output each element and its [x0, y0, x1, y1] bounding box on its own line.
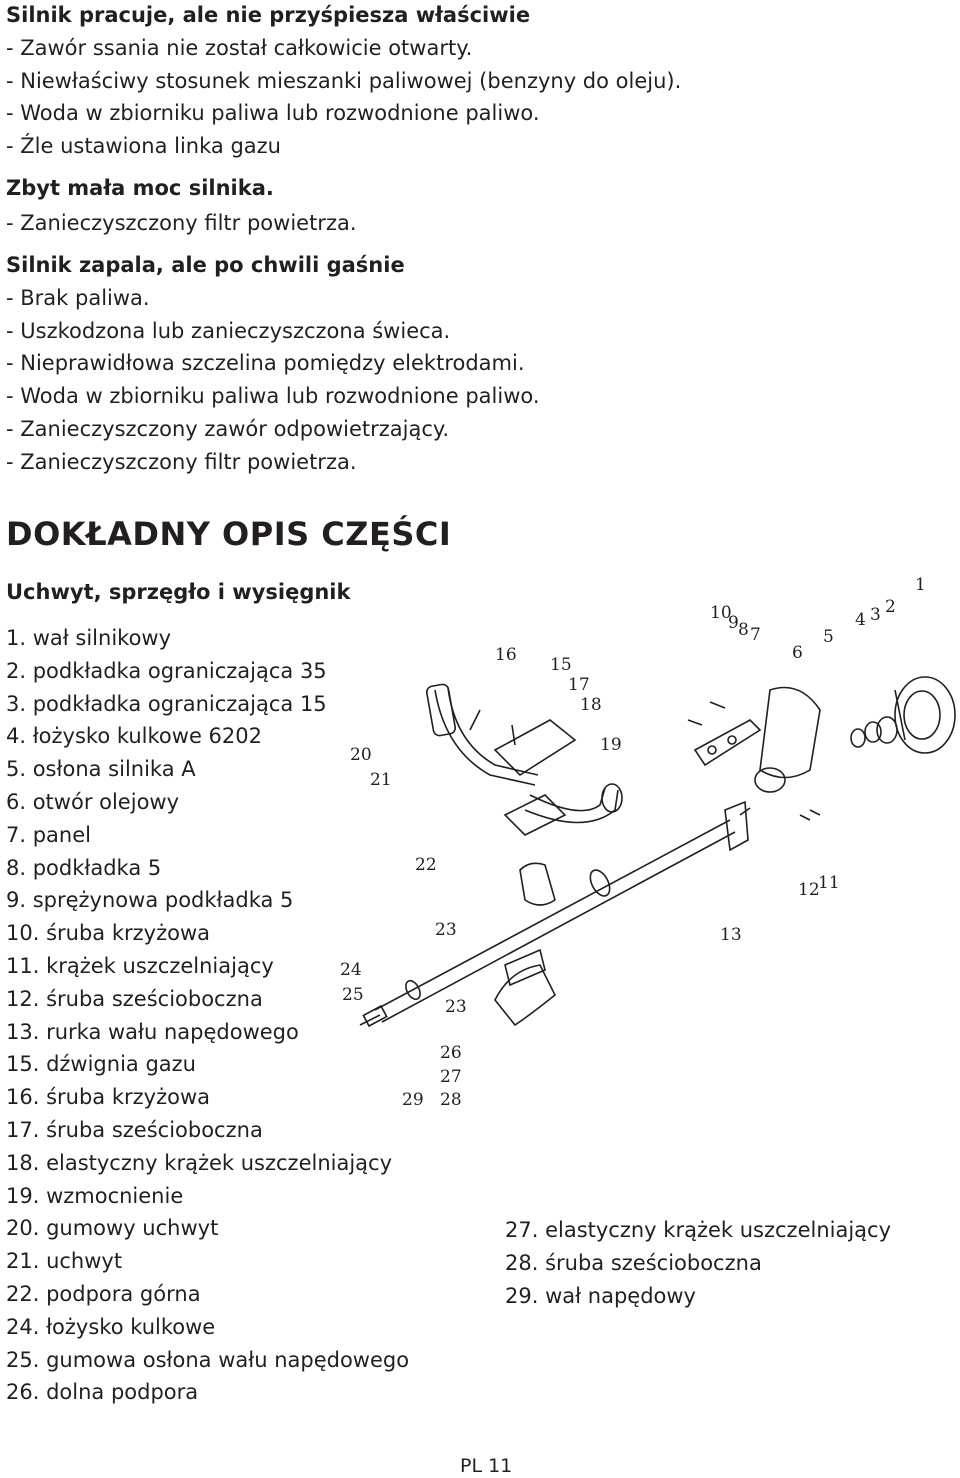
parts-list-item: 28. śruba sześcioboczna: [505, 1250, 762, 1275]
parts-list-item: 9. sprężynowa podkładka 5: [6, 888, 294, 913]
callout-label: 12: [798, 880, 820, 900]
trouble-item: - Woda w zbiorniku paliwa lub rozwodnione paliwo.: [6, 101, 540, 125]
subsection-title: Uchwyt, sprzęgło i wysięgnik: [6, 580, 351, 604]
trouble-heading: Silnik pracuje, ale nie przyśpiesza właściwie: [6, 3, 531, 27]
callout-label: 6: [792, 643, 803, 663]
parts-list-item: 13. rurka wału napędowego: [6, 1019, 299, 1044]
parts-list-item: 24. łożysko kulkowe: [6, 1314, 216, 1339]
callout-label: 26: [440, 1043, 462, 1063]
parts-list-item: 7. panel: [6, 822, 91, 847]
parts-list-item: 16. śruba krzyżowa: [6, 1085, 210, 1110]
parts-list-item: 11. krążek uszczelniający: [6, 954, 274, 978]
callout-label: 13: [720, 925, 742, 945]
callout-label: 5: [823, 627, 834, 647]
callout-label: 24: [340, 960, 362, 980]
callout-label: 4: [855, 610, 866, 630]
parts-list-item: 5. osłona silnika A: [6, 757, 196, 782]
callout-label: 1: [915, 575, 926, 595]
trouble-item: - Zawór ssania nie został całkowicie otwarty.: [6, 36, 473, 60]
exploded-parts-diagram: [330, 570, 960, 1130]
callout-label: 3: [870, 605, 881, 625]
parts-list-item: 27. elastyczny krążek uszczelniający: [505, 1218, 892, 1242]
trouble-item: - Zanieczyszczony filtr powietrza.: [6, 450, 357, 474]
trouble-heading: Silnik zapala, ale po chwili gaśnie: [6, 253, 405, 277]
parts-list-item: 21. uchwyt: [6, 1249, 123, 1274]
parts-list-item: 17. śruba sześcioboczna: [6, 1118, 263, 1142]
page-number: PL 11: [460, 1455, 513, 1477]
callout-label: 21: [370, 770, 392, 790]
trouble-heading: Zbyt mała moc silnika.: [6, 176, 274, 200]
parts-list-item: 29. wał napędowy: [505, 1283, 696, 1308]
trouble-item: - Zanieczyszczony filtr powietrza.: [6, 211, 357, 235]
parts-list-item: 26. dolna podpora: [6, 1380, 199, 1405]
callout-label: 10: [710, 603, 732, 623]
parts-list-item: 10. śruba krzyżowa: [6, 921, 210, 946]
callout-label: 27: [440, 1067, 462, 1087]
callout-label: 19: [600, 735, 622, 755]
section-title: DOKŁADNY OPIS CZĘŚCI: [6, 515, 452, 553]
callout-label: 29: [402, 1090, 424, 1110]
trouble-item: - Woda w zbiorniku paliwa lub rozwodnione paliwo.: [6, 384, 540, 408]
parts-list-item: 8. podkładka 5: [6, 855, 162, 880]
parts-list-item: 25. gumowa osłona wału napędowego: [6, 1347, 410, 1372]
callout-label: 18: [580, 695, 602, 715]
parts-list-item: 20. gumowy uchwyt: [6, 1216, 219, 1241]
parts-list-item: 2. podkładka ograniczająca 35: [6, 658, 327, 683]
parts-list-item: 19. wzmocnienie: [6, 1183, 184, 1208]
callout-label: 20: [350, 745, 372, 765]
parts-list-item: 3. podkładka ograniczająca 15: [6, 691, 327, 716]
trouble-item: - Źle ustawiona linka gazu: [6, 134, 281, 158]
trouble-item: - Brak paliwa.: [6, 286, 150, 310]
parts-list-item: 15. dźwignia gazu: [6, 1052, 196, 1077]
parts-list-item: 6. otwór olejowy: [6, 790, 180, 814]
clutch-assembly-drawing: [470, 677, 955, 820]
callout-label: 23: [445, 997, 467, 1017]
callout-label: 25: [342, 985, 364, 1005]
parts-list-item: 4. łożysko kulkowe 6202: [6, 724, 262, 749]
callout-label: 9: [728, 613, 739, 633]
callout-label: 11: [818, 873, 840, 893]
trouble-item: - Uszkodzona lub zanieczyszczona świeca.: [6, 319, 451, 343]
diagram-callouts: [340, 575, 926, 1110]
callout-label: 8: [738, 620, 749, 640]
callout-label: 17: [568, 675, 590, 695]
callout-label: 2: [885, 597, 896, 617]
trouble-item: - Nieprawidłowa szczelina pomiędzy elektrodami.: [6, 351, 525, 375]
callout-label: 15: [550, 655, 572, 675]
parts-list-item: 1. wał silnikowy: [6, 626, 172, 650]
shaft-tube-drawing: [360, 802, 750, 1026]
handle-drawing: [426, 683, 622, 1025]
parts-list-item: 12. śruba sześcioboczna: [6, 986, 263, 1011]
callout-label: 23: [435, 920, 457, 940]
callout-label: 16: [495, 645, 517, 665]
callout-label: 22: [415, 855, 437, 875]
trouble-item: - Zanieczyszczony zawór odpowietrzający.: [6, 417, 449, 441]
trouble-item: - Niewłaściwy stosunek mieszanki paliwowej (benzyny do oleju).: [6, 69, 682, 93]
callout-label: 28: [440, 1090, 462, 1110]
parts-list-item: 22. podpora górna: [6, 1282, 201, 1306]
parts-list-item: 18. elastyczny krążek uszczelniający: [6, 1150, 393, 1175]
callout-label: 7: [750, 625, 761, 645]
